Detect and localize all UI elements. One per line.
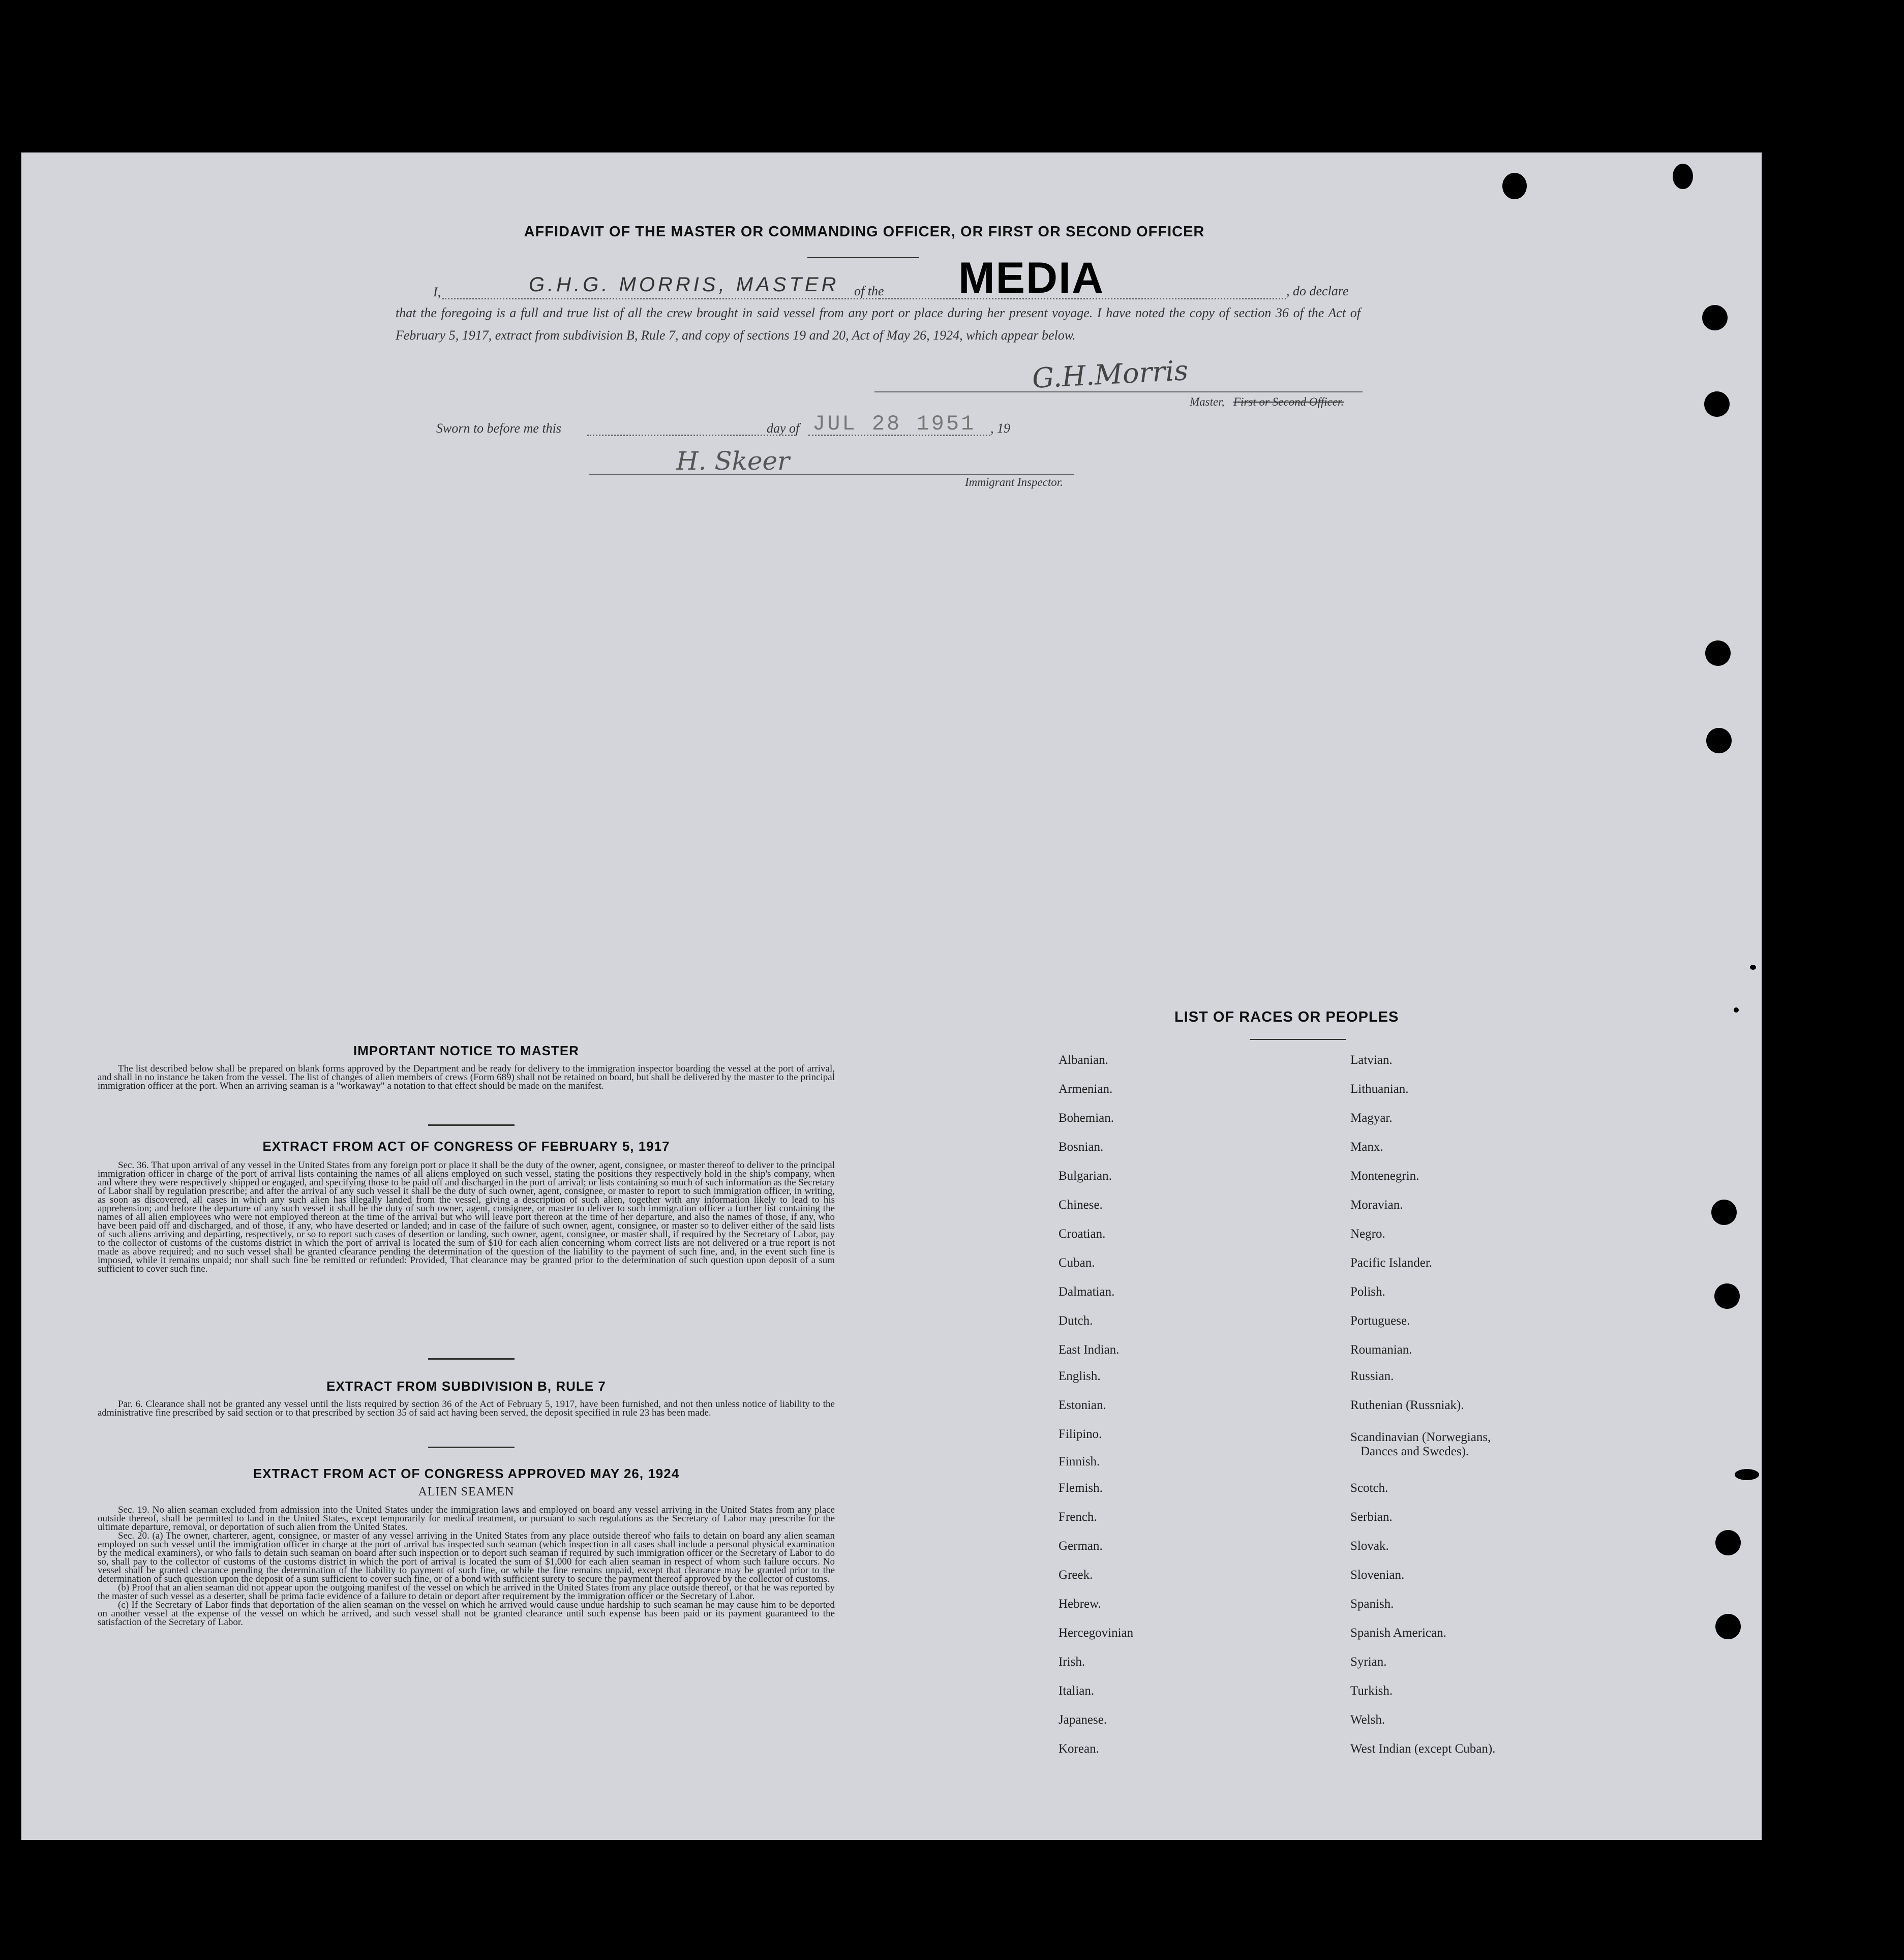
race-right: Slovak. [1350, 1539, 1389, 1553]
notice-text [98, 1064, 835, 1090]
punch-hole [1715, 1614, 1741, 1639]
punch-hole [1702, 305, 1728, 330]
race-left: Korean. [1059, 1742, 1099, 1756]
race-right: Polish. [1350, 1285, 1385, 1299]
race-right: Lithuanian. [1350, 1082, 1409, 1096]
race-right: Roumanian. [1350, 1343, 1412, 1357]
title-rule [807, 257, 919, 258]
punch-hole [1705, 640, 1731, 666]
master-name-line [442, 298, 880, 299]
section-rule [428, 1447, 515, 1448]
section-rule [428, 1124, 515, 1126]
race-right: Welsh. [1350, 1713, 1385, 1727]
inspector-line [589, 474, 1074, 475]
punch-hole [1706, 728, 1732, 753]
punch-hole [1502, 173, 1527, 199]
extract-1917-text [98, 1161, 835, 1273]
race-right: Russian. [1350, 1369, 1394, 1383]
extract-1924-title: EXTRACT FROM ACT OF CONGRESS APPROVED MAY 26, 1924 [253, 1466, 680, 1481]
race-left: Albanian. [1059, 1053, 1108, 1067]
race-left: Filipino. [1059, 1427, 1102, 1441]
race-left: German. [1059, 1539, 1103, 1553]
race-left: Bosnian. [1059, 1140, 1104, 1154]
race-right: Slovenian. [1350, 1568, 1405, 1582]
race-right: Manx. [1350, 1140, 1383, 1154]
sworn-prefix: Sworn to before me this [436, 421, 562, 436]
do-declare-label: , do declare [1286, 284, 1349, 298]
extract-1924-text [98, 1506, 835, 1627]
race-left: Irish. [1059, 1655, 1085, 1669]
section-rule [428, 1358, 515, 1360]
race-right: Negro. [1350, 1227, 1385, 1241]
punch-hole [1715, 1530, 1741, 1555]
affidavit-title: AFFIDAVIT OF THE MASTER OR COMMANDING OFFICER, OR FIRST OR SECOND OFFICER [524, 224, 1205, 240]
sec20a-paragraph: Sec. 20. (a) The owner, charterer, agent, consignee, or master of any vessel arriving in the United States from any place outside thereof who fails to detain on board any alien seaman employed on such vessel until the immigration officer in charge at the port of arrival has inspected such seaman (which inspection in all cases shall include a personal physical examination by the medical examiners), or who fails to detain such seaman on board after such inspection or to deport such seaman if required by such immigration officer or the Secretary of Labor to do so, shall pay to the collector of customs of the customs district in which the port of arrival is located the sum of $1,000 for each alien seaman in respect of whom such failure occurs. No vessel shall be granted clearance pending the determination of the liability to payment of such fine, or while the fine remains unpaid, except that clearance may be granted prior to the determination of such question upon the deposit of a sum sufficient to cover such fine, or of a bond with sufficient surety to secure the payment thereof approved by the collector of customs. [98, 1530, 835, 1584]
race-right: Spanish. [1350, 1597, 1394, 1611]
race-left: Croatian. [1059, 1227, 1106, 1241]
par6-paragraph: Par. 6. Clearance shall not be granted any vessel until the lists required by section 36 of the Act of February 5, 1917, have been furnished, and not then unless notice of liability to the administrative fine prescribed by said section or to that prescribed by section 35 of said act having been served, the deposit specified in rule 23 has been made. [98, 1399, 835, 1418]
inspector-label: Immigrant Inspector. [965, 476, 1063, 488]
race-left: Finnish. [1059, 1455, 1100, 1468]
day-of-label: day of [767, 421, 800, 436]
sec20c-paragraph: (c) If the Secretary of Labor finds that deportation of the alien seaman on the vessel on which he arrived would cause undue hardship to such seaman he may cause him to be deported on another vessel at the expense of the vessel on which he arrived, and such vessel shall not be granted clearance until such expense has been paid or its payment guaranteed to the satisfaction of the Secretary of Labor. [98, 1600, 835, 1628]
race-right: Montenegrin. [1350, 1169, 1419, 1183]
sec36-paragraph: Sec. 36. That upon arrival of any vessel in the United States from any foreign port or place it shall be the duty of the owner, agent, consignee, or master thereof to deliver to the principal immigration officer in charge of the port of arrival lists containing the names of all aliens employed on such vessel, stating the positions they respectively hold in the ship's company, when and where they were respectively shipped or engaged, and specifying those to be paid off and discharged in the port of arrival; or lists containing so much of such information as the Secretary of Labor shall by regulation prescribe; and after the arrival of any such vessel it shall be the duty of such owner, agent, consignee, or master to report to such immigration officer, in writing, as soon as discovered, all cases in which any such alien has illegally landed from the vessel, giving a description of such alien, together with any information likely to lead to his apprehension; and before the departure of any such vessel it shall be the duty of such owner, agent, consignee, or master to deliver to such immigration officer a further list containing the names of all alien employees who were not employed thereon at the time of the arrival but who will leave port thereon at the time of her departure, and also the names of those, if any, who have been paid off and discharged, and of those, if any, who have deserted or landed; and in case of the failure of such owner, agent, consignee, or master so to deliver either of the said lists of such aliens arriving and departing, respectively, or so to report such cases of desertion or landing, such owner, agent, consignee, or master shall, if required by the Secretary of Labor, pay to the collector of customs of the customs district in which the port of arrival is located the sum of $10 for each alien concerning whom correct lists are not delivered or a true report is not made as above required; and no such vessel shall be granted clearance pending the determination of the question of the liability to the payment of such fine, and, in the event such fine is imposed, while it remains unpaid; nor shall such fine be remitted or refunded: Provided, That clearance may be granted prior to the determination of such question upon deposit of a sum sufficient to cover such fine. [98, 1160, 835, 1274]
race-left: English. [1059, 1369, 1101, 1383]
sec20b-paragraph: (b) Proof that an alien seaman did not appear upon the outgoing manifest of the vessel on which he arrived in the United States from any place outside thereof, or that he was reported by the master of such vessel as a deserter, shall be prima facie evidence of a failure to detain or deport after requirement by the immigration officer or the Secretary of Labor. [98, 1582, 835, 1602]
of-the-label: of the [854, 284, 884, 298]
race-left: Dutch. [1059, 1314, 1093, 1328]
scan-mark [1734, 1007, 1739, 1013]
extract-1924-subtitle: ALIEN SEAMEN [418, 1485, 515, 1498]
vessel-name: MEDIA [958, 254, 1105, 302]
scan-mark [1735, 1469, 1759, 1480]
sec19-paragraph: Sec. 19. No alien seaman excluded from admission into the United States under the immigration laws and employed on board any vessel arriving in the United States from any place outside thereof, shall be permitted to land in the United States, except temporarily for medical treatment, or pursuant to such regulations as the Secretary of Labor may prescribe for the ultimate departure, removal, or deportation of such alien from the United States. [98, 1505, 835, 1533]
extract-rule7-title: EXTRACT FROM SUBDIVISION B, RULE 7 [326, 1379, 606, 1394]
master-signature: G.H.Morris [1031, 354, 1189, 394]
race-right: Portuguese. [1350, 1314, 1410, 1328]
race-left: Cuban. [1059, 1256, 1095, 1270]
race-right: Ruthenian (Russniak). [1350, 1398, 1464, 1412]
race-left: Estonian. [1059, 1398, 1106, 1412]
race-left: Armenian. [1059, 1082, 1113, 1096]
extract-rule7-text [98, 1400, 835, 1417]
race-left: Bohemian. [1059, 1111, 1114, 1125]
race-right: Latvian. [1350, 1053, 1393, 1067]
inspector-signature: H. Skeer [676, 446, 790, 476]
punch-hole [1711, 1200, 1737, 1225]
struck-label: First or Second Officer. [1233, 395, 1344, 408]
races-title-rule [1250, 1039, 1346, 1040]
race-right: Pacific Islander. [1350, 1256, 1433, 1270]
race-right: Turkish. [1350, 1684, 1393, 1698]
race-left: Bulgarian. [1059, 1169, 1112, 1183]
punch-hole [1704, 391, 1730, 417]
extract-1917-title: EXTRACT FROM ACT OF CONGRESS OF FEBRUARY 5, 1917 [262, 1139, 670, 1154]
race-left: Hebrew. [1059, 1597, 1101, 1611]
notice-title: IMPORTANT NOTICE TO MASTER [353, 1043, 579, 1058]
race-right: West Indian (except Cuban). [1350, 1742, 1496, 1756]
punch-hole [1673, 164, 1693, 189]
race-right: Syrian. [1350, 1655, 1387, 1669]
race-left: East Indian. [1059, 1343, 1120, 1357]
race-left: Greek. [1059, 1568, 1093, 1582]
punch-hole [1714, 1283, 1740, 1309]
race-left: Italian. [1059, 1684, 1095, 1698]
affidavit-body: that the foregoing is a full and true list of all the crew brought in said vessel from any port or place during her present voyage. I have noted the copy of section 36 of the Act of February 5, 1917, extract from subdivision B, Rule 7, and copy of sections 19 and 20, Act of May 26, 1924, which appear below. [396, 305, 1361, 343]
scan-mark [1750, 965, 1756, 970]
races-title: LIST OF RACES OR PEOPLES [1174, 1009, 1399, 1025]
race-right: Scotch. [1350, 1481, 1388, 1495]
race-right: Magyar. [1350, 1111, 1393, 1125]
master-label: Master, [1190, 395, 1225, 408]
race-right: Scandinavian (Norwegians, [1350, 1430, 1491, 1444]
master-name: G.H.G. MORRIS, MASTER [529, 273, 839, 296]
race-right: Spanish American. [1350, 1626, 1446, 1640]
race-right: Dances and Swedes). [1361, 1445, 1469, 1458]
race-left: Chinese. [1059, 1198, 1103, 1212]
race-left: Flemish. [1059, 1481, 1103, 1495]
sworn-day-line [587, 435, 796, 436]
year-prefix: , 19 [990, 421, 1010, 436]
master-sig-line [874, 391, 1363, 392]
race-left: Japanese. [1059, 1713, 1107, 1727]
notice-paragraph: The list described below shall be prepared on blank forms approved by the Department and be ready for delivery to the immigration inspector boarding the vessel at the port of arrival, and shall in no instance be taken from the vessel. The list of changes of alien members of crews (Form 689) shall not be retained on board, but shall be delivered by the master to the principal immigration officer at the port. When an arriving seaman is a "workaway" a notation to that effect should be made on the manifest. [98, 1063, 835, 1091]
race-left: Dalmatian. [1059, 1285, 1115, 1299]
line1-prefix: I, [433, 285, 441, 299]
race-right: Moravian. [1350, 1198, 1403, 1212]
race-left: French. [1059, 1510, 1097, 1524]
race-left: Hercegovinian [1059, 1626, 1134, 1640]
date-stamp: JUL 28 1951 [812, 412, 976, 436]
race-right: Serbian. [1350, 1510, 1393, 1524]
